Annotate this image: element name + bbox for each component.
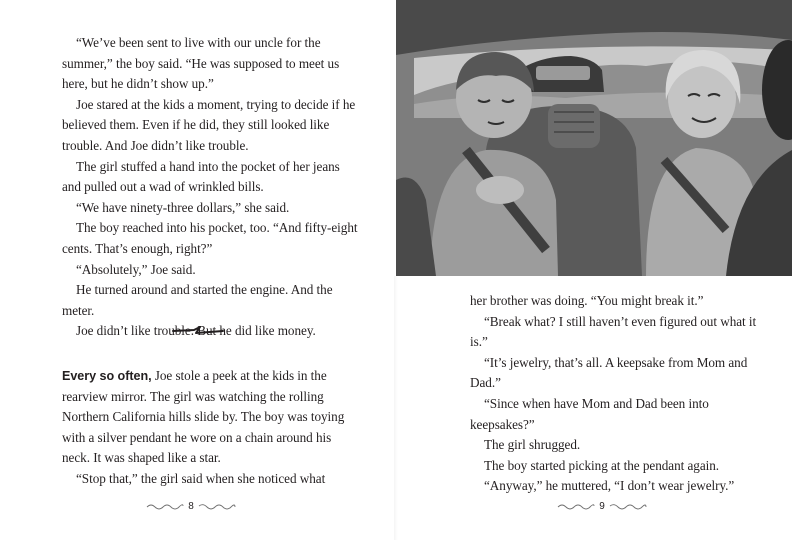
page-gutter	[394, 276, 398, 540]
paragraph: Joe didn’t like trouble. But he did like money.	[76, 323, 316, 339]
paragraph: Joe stared at the kids a moment, trying to decide if he believed them. Even if he did, they still looked like trouble. And Joe didn’t like trouble.	[62, 96, 356, 153]
lightning-zigzag-icon	[170, 321, 226, 339]
car-interior-illustration	[396, 0, 792, 276]
left-page-text-top	[62, 33, 358, 342]
paragraph: “We’ve been sent to live with our uncle for the summer,” the boy said. “He was supposed to meet us here, but he didn’t show up.”	[62, 35, 340, 92]
paragraph: “It’s jewelry, that’s all. A keepsake from Mom and Dad.”	[470, 354, 748, 391]
paragraph: The boy reached into his pocket, too. “And fifty-eight cents. That’s enough, right?”	[62, 220, 358, 256]
left-page-text-bottom	[62, 366, 358, 490]
paragraph: The girl stuffed a hand into the pocket of her jeans and pulled out a wad of wrinkled bills.	[62, 158, 340, 195]
page-number: 8	[188, 500, 194, 512]
wave-ornament-icon	[557, 502, 595, 510]
paragraph: “Absolutely,” Joe said.	[76, 261, 196, 277]
right-page-text	[470, 291, 766, 497]
paragraph: “Stop that,” the girl said when she noticed what	[76, 470, 326, 486]
paragraph: The boy started picking at the pendant again.	[484, 457, 720, 473]
paragraph: “Break what? I still haven’t even figured out what it is.”	[470, 313, 757, 350]
paragraph: He turned around and started the engine. And the meter.	[62, 282, 333, 318]
paragraph: her brother was doing. “You might break it.”	[470, 293, 704, 308]
wave-ornament-icon	[198, 502, 236, 510]
section-lead-in: Every so often,	[62, 369, 152, 383]
page-number: 9	[599, 500, 605, 512]
page-number-footer	[131, 496, 251, 516]
page-number-footer	[542, 496, 662, 516]
illustration-artwork	[396, 0, 792, 276]
paragraph: “We have ninety-three dollars,” she said.	[76, 199, 290, 215]
paragraph: The girl shrugged.	[484, 437, 581, 453]
paragraph: “Since when have Mom and Dad been into keepsakes?”	[470, 395, 709, 432]
right-page	[396, 0, 792, 540]
wave-ornament-icon	[146, 502, 184, 510]
paragraph: “Anyway,” he muttered, “I don’t wear jewelry.”	[484, 478, 735, 494]
paragraph-text: Joe stole a peek at the kids in the rearview mirror. The girl was watching the rolling Northern California hills slide by. The boy was toying with a silver pendant he wore on a chain around his neck. It was shaped like a star.	[62, 368, 345, 466]
paragraph	[62, 366, 358, 469]
wave-ornament-icon	[609, 502, 647, 510]
